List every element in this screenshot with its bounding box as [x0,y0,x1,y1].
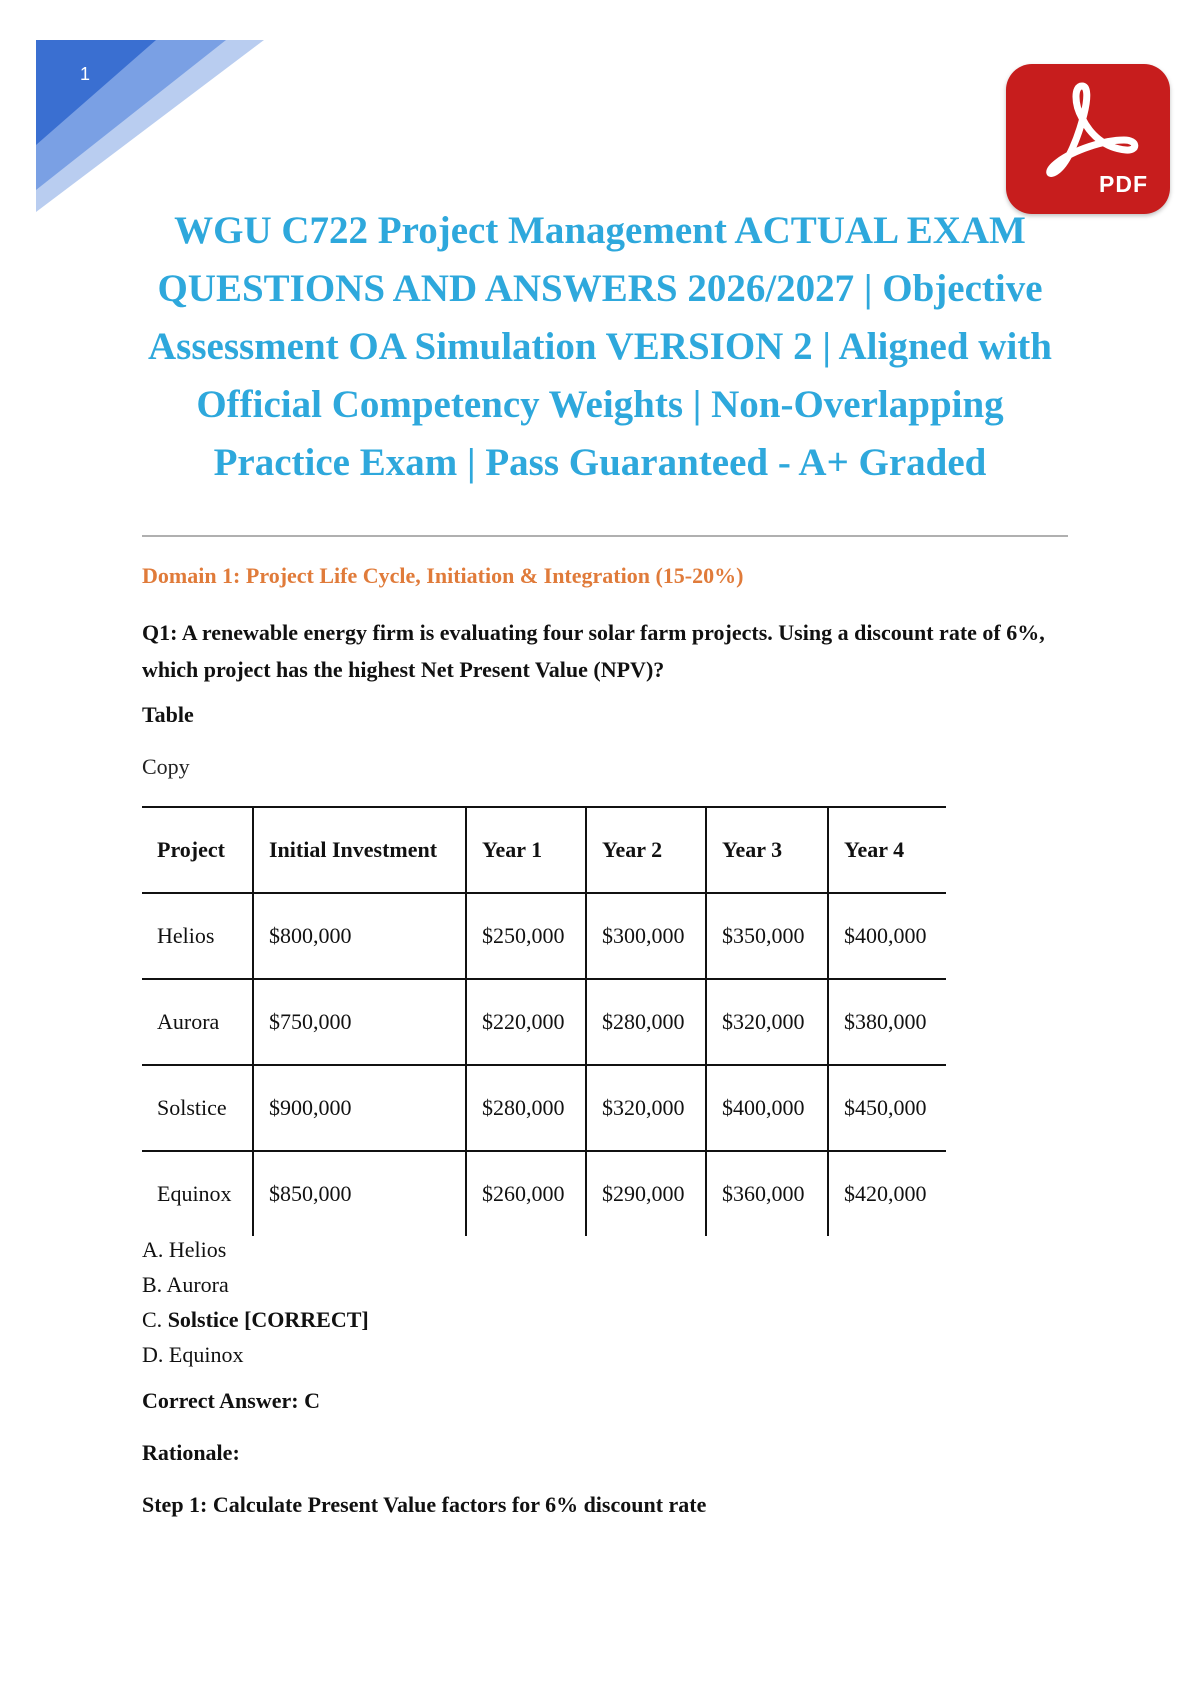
column-header: Project [142,807,253,893]
column-header: Initial Investment [253,807,466,893]
divider [142,535,1068,537]
column-header: Year 3 [706,807,828,893]
table-cell: $250,000 [466,893,586,979]
option-letter: D. [142,1342,169,1367]
pdf-icon [1034,78,1144,178]
table-cell: $900,000 [253,1065,466,1151]
table-cell: $220,000 [466,979,586,1065]
pdf-label: PDF [1099,171,1148,197]
document-title: WGU C722 Project Management ACTUAL EXAM QUESTIONS AND ANSWERS 2026/2027 | Objective Assessment OA Simulation VERSION 2 | Aligned with Official Competency Weights | Non-Overlapping Practice Exam | Pass Guaranteed - A+ Graded [148,209,1052,484]
table-cell: $260,000 [466,1151,586,1236]
table-label: Table [142,702,194,727]
question-text: Q1: A renewable energy firm is evaluating four solar farm projects. Using a discount rate of 6%, which project has the highest Net Present Value (NPV)? [142,620,1045,682]
table-cell: $420,000 [828,1151,946,1236]
table-cell: $320,000 [706,979,828,1065]
table-cell: $450,000 [828,1065,946,1151]
page-number: 1 [80,64,91,84]
table-header-row [142,807,946,893]
step-1-text: Step 1: Calculate Present Value factors for 6% discount rate [142,1492,707,1517]
domain-heading: Domain 1: Project Life Cycle, Initiation & Integration (15-20%) [142,563,744,588]
table-cell: $400,000 [706,1065,828,1151]
column-header: Year 4 [828,807,946,893]
copy-label[interactable]: Copy [142,754,190,779]
table-cell: Equinox [142,1151,253,1236]
table-cell: $290,000 [586,1151,706,1236]
table-row [142,1151,946,1236]
option-letter: A. [142,1237,169,1262]
table-cell: Aurora [142,979,253,1065]
answer-options [142,1232,369,1372]
column-header: Year 2 [586,807,706,893]
option-text: Solstice [CORRECT] [167,1307,369,1332]
table-cell: $280,000 [466,1065,586,1151]
option-text: Helios [168,1237,227,1262]
table-row [142,1065,946,1151]
option-b [142,1267,369,1302]
option-d [142,1337,369,1372]
rationale-label: Rationale: [142,1440,240,1465]
table-cell: $380,000 [828,979,946,1065]
table-cell: $320,000 [586,1065,706,1151]
table-cell: $360,000 [706,1151,828,1236]
option-text: Aurora [166,1272,229,1297]
table-cell: $300,000 [586,893,706,979]
table-cell: $800,000 [253,893,466,979]
table-cell: Helios [142,893,253,979]
option-a [142,1232,369,1267]
correct-answer: Correct Answer: C [142,1388,320,1413]
table-row [142,893,946,979]
npv-table [142,806,946,1236]
table-row [142,979,946,1065]
option-text: Equinox [168,1342,244,1367]
table-cell: $400,000 [828,893,946,979]
table-cell: $850,000 [253,1151,466,1236]
pdf-badge [1006,64,1170,214]
option-letter: B. [142,1272,167,1297]
table-cell: Solstice [142,1065,253,1151]
table-cell: $750,000 [253,979,466,1065]
option-letter: C. [142,1307,168,1332]
column-header: Year 1 [466,807,586,893]
option-c [142,1302,369,1337]
page-corner-decoration [36,40,264,212]
table-cell: $350,000 [706,893,828,979]
table-cell: $280,000 [586,979,706,1065]
